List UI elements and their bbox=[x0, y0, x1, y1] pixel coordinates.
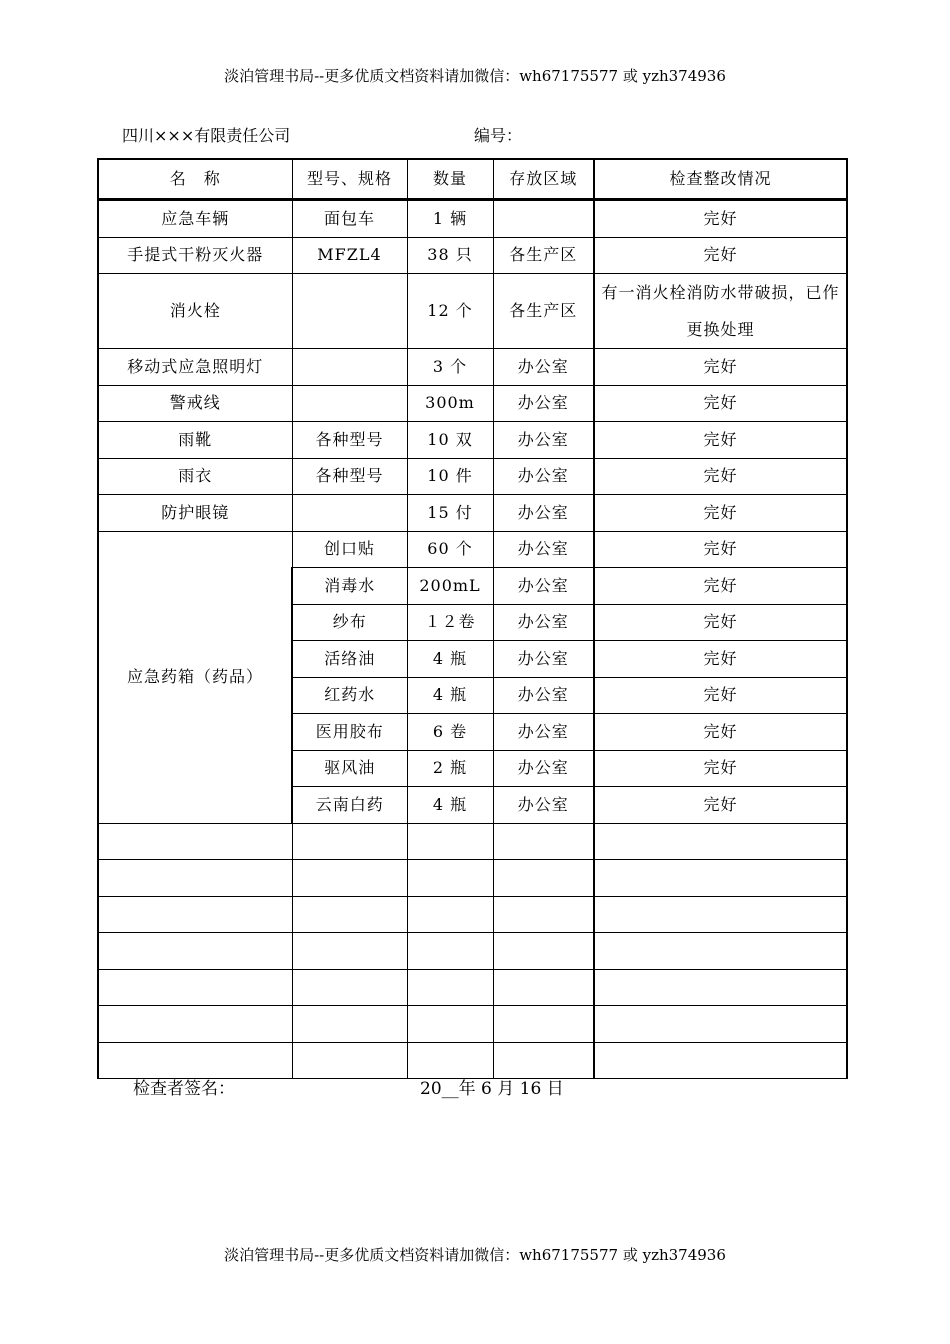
cell-model: 面包车 bbox=[292, 200, 407, 238]
cell-quantity: 300m bbox=[407, 385, 493, 422]
blank-cell bbox=[594, 823, 847, 860]
cell-quantity: 4 瓶 bbox=[407, 641, 493, 678]
cell-area: 办公室 bbox=[493, 531, 594, 568]
equipment-inspection-table bbox=[97, 158, 848, 1079]
cell-status: 完好 bbox=[594, 531, 847, 568]
cell-area: 办公室 bbox=[493, 750, 594, 787]
cell-quantity: 15 付 bbox=[407, 495, 493, 532]
cell-model: 纱布 bbox=[292, 604, 407, 641]
cell-area: 办公室 bbox=[493, 604, 594, 641]
table-row-blank bbox=[98, 896, 847, 933]
cell-area: 办公室 bbox=[493, 787, 594, 824]
cell-area: 办公室 bbox=[493, 422, 594, 459]
blank-cell bbox=[407, 969, 493, 1006]
column-header-name: 名 称 bbox=[98, 159, 292, 200]
blank-cell bbox=[493, 1042, 594, 1079]
column-header-quantity: 数量 bbox=[407, 159, 493, 200]
table-row bbox=[98, 495, 847, 532]
cell-status: 完好 bbox=[594, 787, 847, 824]
cell-status: 完好 bbox=[594, 677, 847, 714]
cell-model: 云南白药 bbox=[292, 787, 407, 824]
cell-model: 消毒水 bbox=[292, 568, 407, 605]
blank-cell bbox=[493, 933, 594, 970]
table-row bbox=[98, 385, 847, 422]
cell-model: MFZL4 bbox=[292, 237, 407, 274]
column-header-storage-area: 存放区域 bbox=[493, 159, 594, 200]
cell-quantity: 12 个 bbox=[407, 274, 493, 349]
cell-model bbox=[292, 385, 407, 422]
table-row bbox=[98, 422, 847, 459]
cell-name: 雨衣 bbox=[98, 458, 292, 495]
blank-cell bbox=[98, 1006, 292, 1043]
table-row-medkit bbox=[98, 531, 847, 568]
blank-cell bbox=[594, 1006, 847, 1043]
cell-quantity: 4 瓶 bbox=[407, 677, 493, 714]
blank-cell bbox=[493, 1006, 594, 1043]
column-header-inspection-status: 检查整改情况 bbox=[594, 159, 847, 200]
blank-cell bbox=[292, 969, 407, 1006]
cell-quantity: 6 卷 bbox=[407, 714, 493, 751]
cell-area: 办公室 bbox=[493, 641, 594, 678]
table-row-blank bbox=[98, 969, 847, 1006]
blank-cell bbox=[493, 969, 594, 1006]
cell-area: 各生产区 bbox=[493, 237, 594, 274]
cell-quantity: 2 瓶 bbox=[407, 750, 493, 787]
cell-status: 完好 bbox=[594, 349, 847, 386]
cell-status: 完好 bbox=[594, 714, 847, 751]
cell-name: 雨靴 bbox=[98, 422, 292, 459]
blank-cell bbox=[594, 860, 847, 897]
blank-cell bbox=[407, 823, 493, 860]
blank-cell bbox=[594, 969, 847, 1006]
cell-area: 办公室 bbox=[493, 495, 594, 532]
cell-status: 完好 bbox=[594, 568, 847, 605]
cell-model: 各种型号 bbox=[292, 422, 407, 459]
cell-status: 完好 bbox=[594, 422, 847, 459]
blank-cell bbox=[292, 860, 407, 897]
inspector-signature-label: 检查者签名： bbox=[133, 1079, 235, 1099]
cell-model bbox=[292, 495, 407, 532]
table-row bbox=[98, 349, 847, 386]
cell-status: 完好 bbox=[594, 200, 847, 238]
cell-model: 红药水 bbox=[292, 677, 407, 714]
blank-cell bbox=[98, 860, 292, 897]
blank-cell bbox=[594, 1042, 847, 1079]
blank-cell bbox=[292, 1042, 407, 1079]
cell-model: 驱风油 bbox=[292, 750, 407, 787]
blank-cell bbox=[594, 896, 847, 933]
cell-status: 完好 bbox=[594, 385, 847, 422]
blank-cell bbox=[407, 860, 493, 897]
cell-area: 各生产区 bbox=[493, 274, 594, 349]
blank-cell bbox=[98, 823, 292, 860]
cell-status: 完好 bbox=[594, 641, 847, 678]
blank-cell bbox=[98, 896, 292, 933]
page-header: 淡泊管理书局--更多优质文档资料请加微信：wh67175577 或 yzh374936 bbox=[224, 67, 726, 85]
blank-cell bbox=[493, 823, 594, 860]
cell-quantity: 1 辆 bbox=[407, 200, 493, 238]
cell-model: 创口贴 bbox=[292, 531, 407, 568]
blank-cell bbox=[493, 860, 594, 897]
cell-name: 防护眼镜 bbox=[98, 495, 292, 532]
table-row-blank bbox=[98, 823, 847, 860]
table-row bbox=[98, 200, 847, 238]
table-row bbox=[98, 274, 847, 349]
table-row-blank bbox=[98, 860, 847, 897]
company-name: 四川×××有限责任公司 bbox=[122, 126, 291, 145]
cell-status: 完好 bbox=[594, 750, 847, 787]
cell-quantity: 10 双 bbox=[407, 422, 493, 459]
cell-model bbox=[292, 349, 407, 386]
cell-quantity: 4 瓶 bbox=[407, 787, 493, 824]
cell-name: 手提式干粉灭火器 bbox=[98, 237, 292, 274]
blank-cell bbox=[292, 896, 407, 933]
page-footer: 淡泊管理书局--更多优质文档资料请加微信：wh67175577 或 yzh374936 bbox=[224, 1246, 726, 1264]
cell-status: 完好 bbox=[594, 495, 847, 532]
cell-status: 有一消火栓消防水带破损，已作更换处理 bbox=[594, 274, 847, 349]
cell-quantity: 60 个 bbox=[407, 531, 493, 568]
cell-status: 完好 bbox=[594, 604, 847, 641]
table-row-blank bbox=[98, 933, 847, 970]
cell-status: 完好 bbox=[594, 237, 847, 274]
column-header-model: 型号、规格 bbox=[292, 159, 407, 200]
cell-quantity: １２卷 bbox=[407, 604, 493, 641]
blank-cell bbox=[292, 933, 407, 970]
cell-medkit-name: 应急药箱（药品） bbox=[98, 531, 292, 823]
blank-cell bbox=[407, 896, 493, 933]
blank-cell bbox=[292, 823, 407, 860]
inspection-date: 20__年 6 月 16 日 bbox=[420, 1079, 564, 1099]
cell-area bbox=[493, 200, 594, 238]
cell-name: 移动式应急照明灯 bbox=[98, 349, 292, 386]
blank-cell bbox=[407, 1006, 493, 1043]
blank-cell bbox=[407, 933, 493, 970]
blank-cell bbox=[594, 933, 847, 970]
cell-model: 活络油 bbox=[292, 641, 407, 678]
table-row bbox=[98, 458, 847, 495]
blank-cell bbox=[407, 1042, 493, 1079]
table-row-blank bbox=[98, 1006, 847, 1043]
cell-area: 办公室 bbox=[493, 714, 594, 751]
cell-model: 各种型号 bbox=[292, 458, 407, 495]
blank-cell bbox=[98, 969, 292, 1006]
cell-name: 消火栓 bbox=[98, 274, 292, 349]
cell-area: 办公室 bbox=[493, 349, 594, 386]
blank-cell bbox=[98, 1042, 292, 1079]
cell-quantity: 200mL bbox=[407, 568, 493, 605]
cell-area: 办公室 bbox=[493, 568, 594, 605]
table-row-blank bbox=[98, 1042, 847, 1079]
cell-quantity: 38 只 bbox=[407, 237, 493, 274]
cell-name: 警戒线 bbox=[98, 385, 292, 422]
cell-area: 办公室 bbox=[493, 677, 594, 714]
cell-area: 办公室 bbox=[493, 385, 594, 422]
cell-model bbox=[292, 274, 407, 349]
cell-area: 办公室 bbox=[493, 458, 594, 495]
table-row bbox=[98, 237, 847, 274]
cell-model: 医用胶布 bbox=[292, 714, 407, 751]
blank-cell bbox=[98, 933, 292, 970]
cell-status: 完好 bbox=[594, 458, 847, 495]
blank-cell bbox=[493, 896, 594, 933]
cell-quantity: 3 个 bbox=[407, 349, 493, 386]
blank-cell bbox=[292, 1006, 407, 1043]
table-header-row bbox=[98, 159, 847, 200]
cell-quantity: 10 件 bbox=[407, 458, 493, 495]
document-number-label: 编号： bbox=[474, 126, 523, 145]
cell-name: 应急车辆 bbox=[98, 200, 292, 238]
